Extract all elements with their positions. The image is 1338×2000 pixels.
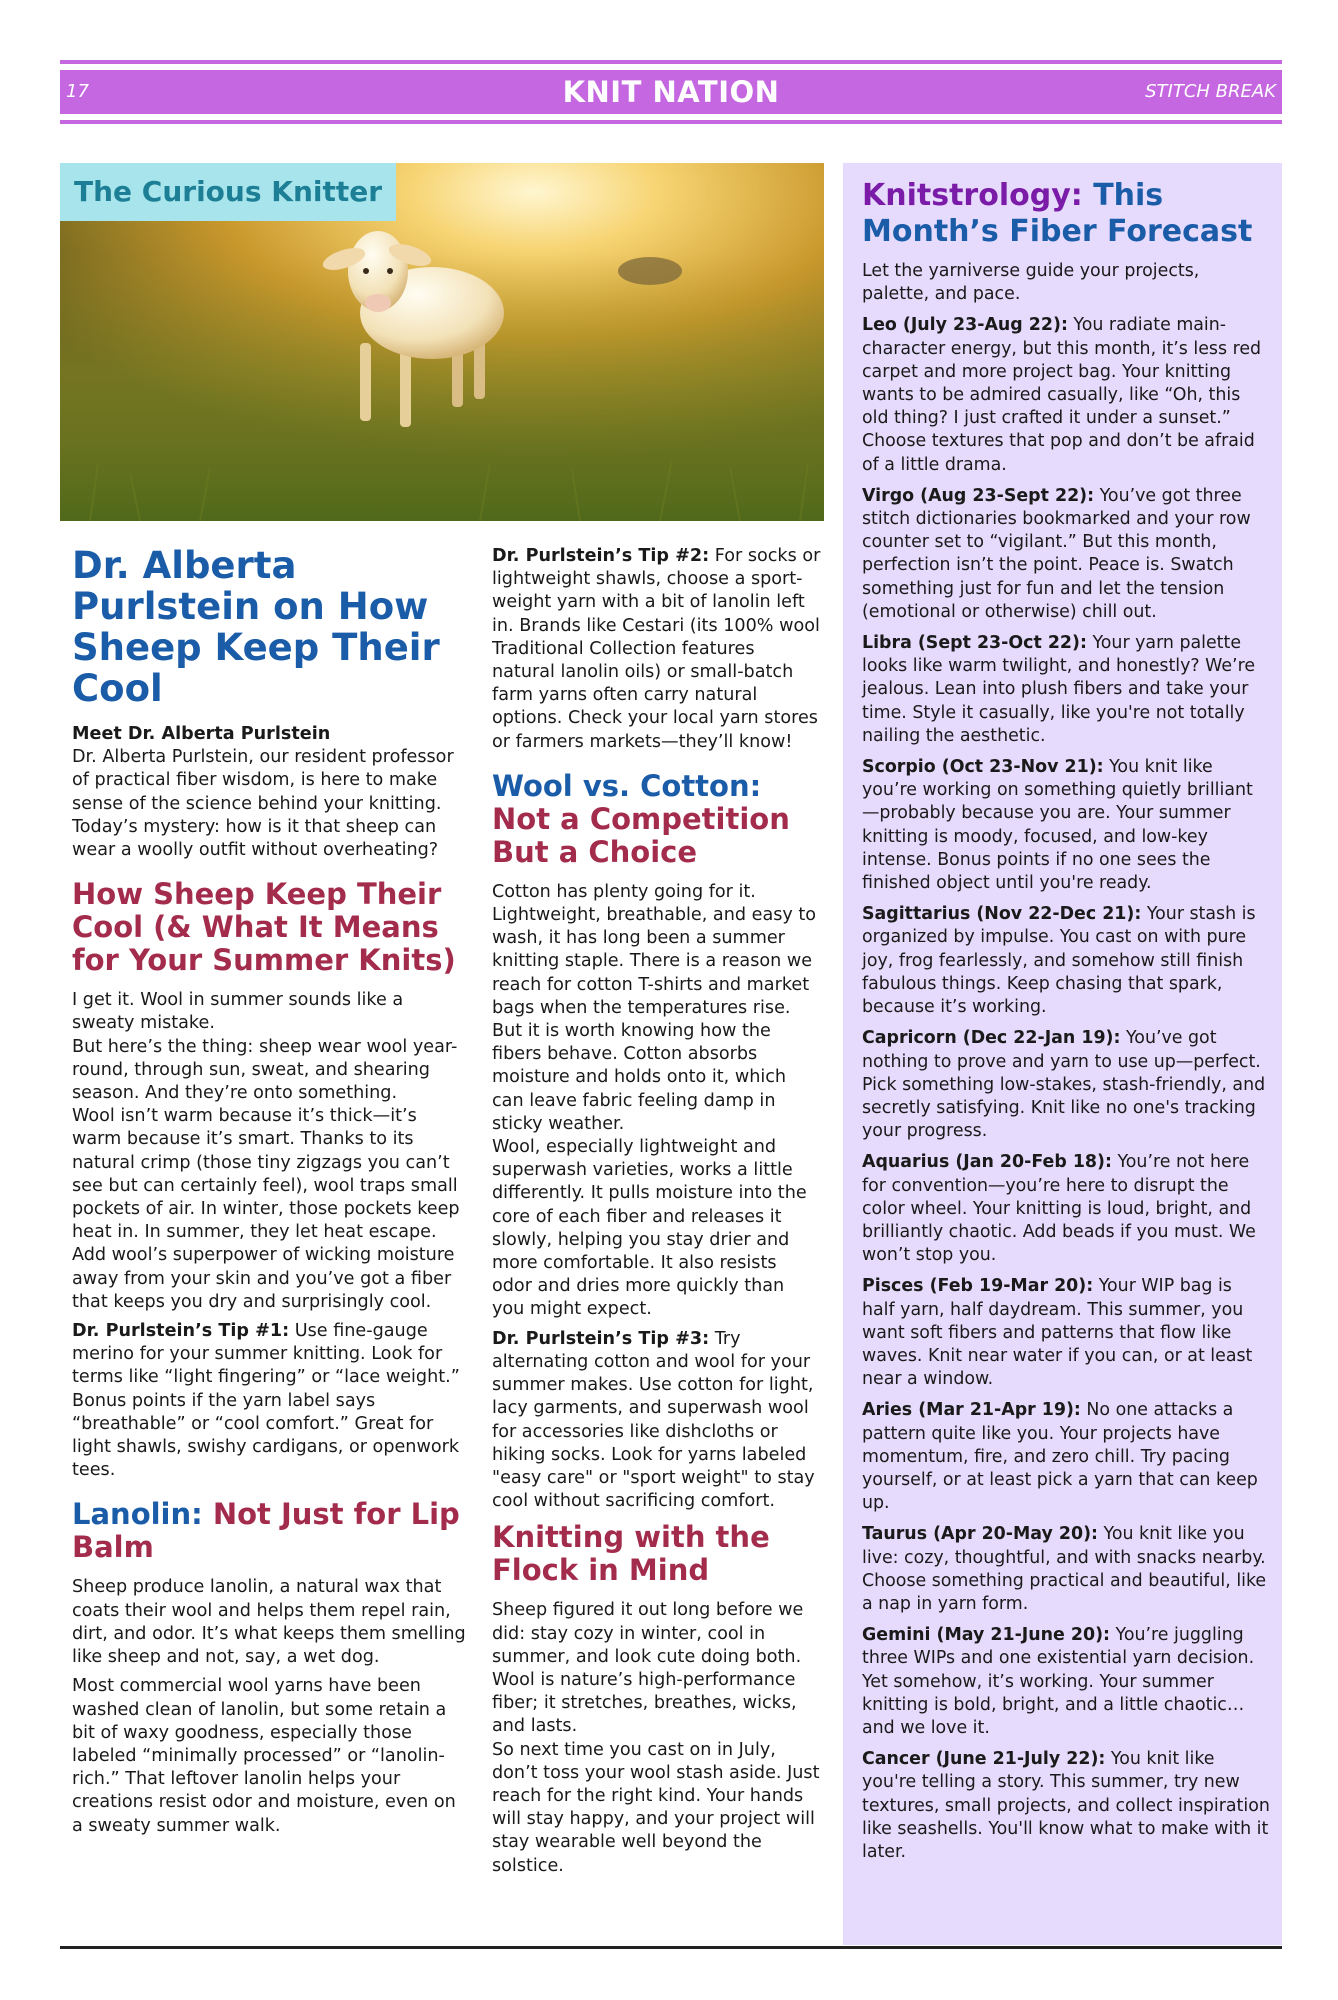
horoscope-cancer (862, 1748, 1270, 1864)
page-header (60, 60, 1282, 124)
section-heading-wool-vs-cotton (492, 770, 822, 869)
tip-3 (492, 1328, 822, 1514)
sign-text: You knit like you live: cozy, thoughtful, and with snacks nearby. Choose something practical and beautiful, like a nap in yarn form. (862, 1524, 1267, 1614)
tip-1 (72, 1320, 468, 1482)
article-column-2 (492, 545, 822, 1884)
footer-rule (60, 1946, 1282, 1949)
horoscope-pisces (862, 1275, 1270, 1391)
horoscope-capricorn (862, 1027, 1270, 1143)
sign-name: Virgo (Aug 23-Sept 22): (862, 485, 1095, 506)
sign-text: Your WIP bag is half yarn, half daydream. This summer, you want soft fibers and patterns that flow like waves. Knit near water if you can, or at least near a window. (862, 1276, 1253, 1390)
header-top-rule (60, 60, 1282, 64)
sign-name: Libra (Sept 23-Oct 22): (862, 633, 1087, 654)
lanolin-paragraph-2: Most commercial wool yarns have been washed clean of lanolin, but some retain a bit of waxy goodness, especially those labeled “minimally processed” or “lanolin-rich.” That leftover lanolin helps your creations resist odor and moisture, even on a sweaty summer walk. (72, 1676, 456, 1836)
horoscope-scorpio (862, 756, 1270, 895)
flock-paragraph-1: Sheep figured it out long before we did: stay cozy in winter, cool in summer, and look cute doing both. Wool is nature’s high-performance fiber; it stretches, breathes, wicks, and lasts. (492, 1600, 804, 1737)
sidebar-title-part-1: Knitstrology: (862, 178, 1094, 213)
sign-text: You knit like you’re working on something quietly brilliant—probably because you are. Your summer knitting is moody, focused, and low-key intense. Bonus points if no one sees the finished object until you're ready. (862, 757, 1253, 894)
tip-1-text: Use fine-gauge merino for your summer knitting. Look for terms like “light fingering” or “lace weight.” Bonus points if the yarn label says “breathable” or “cool comfort.” Great for light shawls, swishy cardigans, or openwork tees. (72, 1321, 460, 1481)
wool-heading-part-2: Not a Competition But a Choice (492, 801, 790, 869)
section-heading-lanolin (72, 1498, 468, 1564)
horoscope-leo (862, 314, 1270, 476)
sign-text: No one attacks a pattern quite like you. Your projects have momentum, fire, and zero chill. Try pacing yourself, or at least pick a yarn that can keep up. (862, 1400, 1258, 1514)
wool-heading-part-1: Wool vs. Cotton: (492, 768, 762, 803)
sign-text: You’ve got three stitch dictionaries bookmarked and your row counter set to “vigilant.” But this month, perfection isn’t the point. Peace is. Swatch something just for fun and let the tension (emotional or otherwise) chill out. (862, 485, 1251, 622)
article-title: Dr. Alberta Purlstein on How Sheep Keep Their Cool (72, 544, 440, 710)
wool-paragraph-2: But it is worth knowing how the fibers behave. Cotton absorbs moisture and holds onto it, which can leave fabric feeling damp in sticky weather. (492, 1021, 787, 1134)
page-number: 17 (66, 81, 89, 102)
meet-paragraph (72, 723, 468, 862)
section-heading-flock: Knitting with the Flock in Mind (492, 1520, 770, 1588)
sign-text: Your yarn palette looks like warm twilight, and honestly? We’re jealous. Lean into plush fibers and take your time. Style it casually, like you're not totally nailing the aesthetic. (862, 633, 1256, 746)
header-bottom-rule (60, 120, 1282, 124)
sign-text: You radiate main-character energy, but this month, it’s less red carpet and more project bag. Your knitting wants to be admired casually, like “Oh, this old thing? I just crafted it under a sunset.” Choose textures that pop and don’t be afraid of a little drama. (862, 315, 1262, 475)
tip-2-text: For socks or lightweight shawls, choose a sport-weight yarn with a bit of lanolin left in. Brands like Cestari (its 100% wool Traditional Collection features natural lanolin oils) or small-batch farm yarns often carry natural options. Check your local yarn stores or farmers markets—they’ll know! (492, 546, 821, 752)
sidebar-column (862, 178, 1270, 1872)
sign-text: You’re juggling three WIPs and one existential yarn decision. Yet somehow, it’s working. Your summer knitting is bold, bright, and a little chaotic… and we love it. (862, 1625, 1255, 1738)
tip-2 (492, 545, 822, 754)
lanolin-heading-part-1: Lanolin: (72, 1497, 213, 1532)
column-kicker: The Curious Knitter (60, 163, 396, 221)
horoscope-libra (862, 632, 1270, 748)
wool-paragraph-3: Wool, especially lightweight and superwash varieties, works a little differently. It pulls moisture into the core of each fiber and releases it slowly, helping you stay drier and more comfortable. It also resists odor and dries more quickly than you might expect. (492, 1137, 807, 1320)
meet-heading: Meet Dr. Alberta Purlstein (72, 724, 331, 744)
sign-name: Gemini (May 21-June 20): (862, 1625, 1110, 1646)
section1-paragraph-2: But here’s the thing: sheep wear wool year-round, through sun, sweat, and shearing season. And they’re onto something. (72, 1036, 458, 1104)
sign-text: You knit like you're telling a story. This summer, try new textures, small projects, and collect inspiration like seashells. You'll know what to make with it later. (862, 1749, 1270, 1862)
tip-2-label: Dr. Purlstein’s Tip #2: (492, 546, 710, 566)
sign-name: Capricorn (Dec 22-Jan 19): (862, 1028, 1121, 1049)
lanolin-paragraph-1: Sheep produce lanolin, a natural wax that coats their wool and helps them repel rain, dirt, and odor. It’s what keeps them smelling like sheep and not, say, a wet dog. (72, 1577, 466, 1668)
distant-sheep (618, 257, 682, 285)
sign-text: Your stash is organized by impulse. You cast on with pure joy, frog fearlessly, and somehow still finish fabulous things. Keep chasing that spark, because it’s working. (862, 904, 1256, 1018)
horoscope-taurus (862, 1523, 1270, 1616)
flock-paragraph-2: So next time you cast on in July, don’t toss your wool stash aside. Just reach for the right kind. Your hands will stay happy, and your project will stay wearable well beyond the solstice. (492, 1739, 820, 1876)
lanolin-heading-part-2: Not Just for Lip Balm (72, 1497, 460, 1565)
tip-3-label: Dr. Purlstein’s Tip #3: (492, 1328, 710, 1349)
sign-name: Sagittarius (Nov 22-Dec 21): (862, 904, 1142, 925)
sidebar-title-part-2: This Month’s Fiber Forecast (862, 178, 1253, 249)
tip-3-text: Try alternating cotton and wool for your summer makes. Use cotton for light, lacy garments, and superwash wool for accessories like dishcloths or hiking socks. Look for yarns labeled "easy care" or "sport weight" to stay cool without sacrificing comfort. (492, 1328, 815, 1512)
section-name: STITCH BREAK (1145, 81, 1276, 102)
sign-name: Aquarius (Jan 20-Feb 18): (862, 1152, 1112, 1173)
section1-paragraph-3: Wool isn’t warm because it’s thick—it’s warm because it’s smart. Thanks to its natural crimp (those tiny zigzags you can’t see but can certainly feel), wool traps small pockets of air. In winter, those pockets keep heat in. In summer, they let heat escape. Add wool’s superpower of wicking moisture away from your skin and you’ve got a fiber that keeps you dry and surprisingly cool. (72, 1106, 460, 1312)
sign-text: You’re not here for convention—you’re here to disrupt the color wheel. Your knitting is loud, bright, and brilliantly chaotic. Add beads if you must. We won’t stop you. (862, 1152, 1256, 1266)
horoscope-aries (862, 1399, 1270, 1515)
section1-paragraph-1: I get it. Wool in summer sounds like a sweaty mistake. (72, 990, 404, 1034)
sign-name: Taurus (Apr 20-May 20): (862, 1524, 1099, 1545)
article-column-1 (72, 545, 468, 1844)
horoscope-virgo (862, 485, 1270, 624)
sign-name: Pisces (Feb 19-Mar 20): (862, 1276, 1094, 1297)
sign-name: Leo (July 23-Aug 22): (862, 315, 1068, 336)
sign-name: Scorpio (Oct 23-Nov 21): (862, 757, 1104, 778)
sidebar-intro: Let the yarniverse guide your projects, palette, and pace. (862, 261, 1200, 305)
section-heading-sheep-cool: How Sheep Keep Their Cool (& What It Means for Your Summer Knits) (72, 877, 456, 978)
horoscope-gemini (862, 1624, 1270, 1740)
tip-1-label: Dr. Purlstein’s Tip #1: (72, 1321, 290, 1342)
meet-text: Dr. Alberta Purlstein, our resident professor of practical fiber wisdom, is here to make sense of the science behind your knitting. Today’s mystery: how is it that sheep can wear a woolly outfit without overheating? (72, 747, 454, 861)
wool-paragraph-1: Cotton has plenty going for it. Lightweight, breathable, and easy to wash, it has long been a summer knitting staple. There is a reason we reach for cotton T-shirts and market bags when the temperatures rise. (492, 881, 817, 1018)
sign-name: Aries (Mar 21-Apr 19): (862, 1400, 1081, 1421)
sign-text: You’ve got nothing to prove and yarn to use up—perfect. Pick something low-stakes, stash-friendly, and secretly satisfying. Knit like no one's tracking your progress. (862, 1028, 1266, 1142)
horoscope-aquarius (862, 1151, 1270, 1267)
magazine-title: KNIT NATION (562, 75, 780, 109)
sign-name: Cancer (June 21-July 22): (862, 1749, 1106, 1770)
sidebar-title (862, 178, 1270, 250)
horoscope-sagittarius (862, 903, 1270, 1019)
